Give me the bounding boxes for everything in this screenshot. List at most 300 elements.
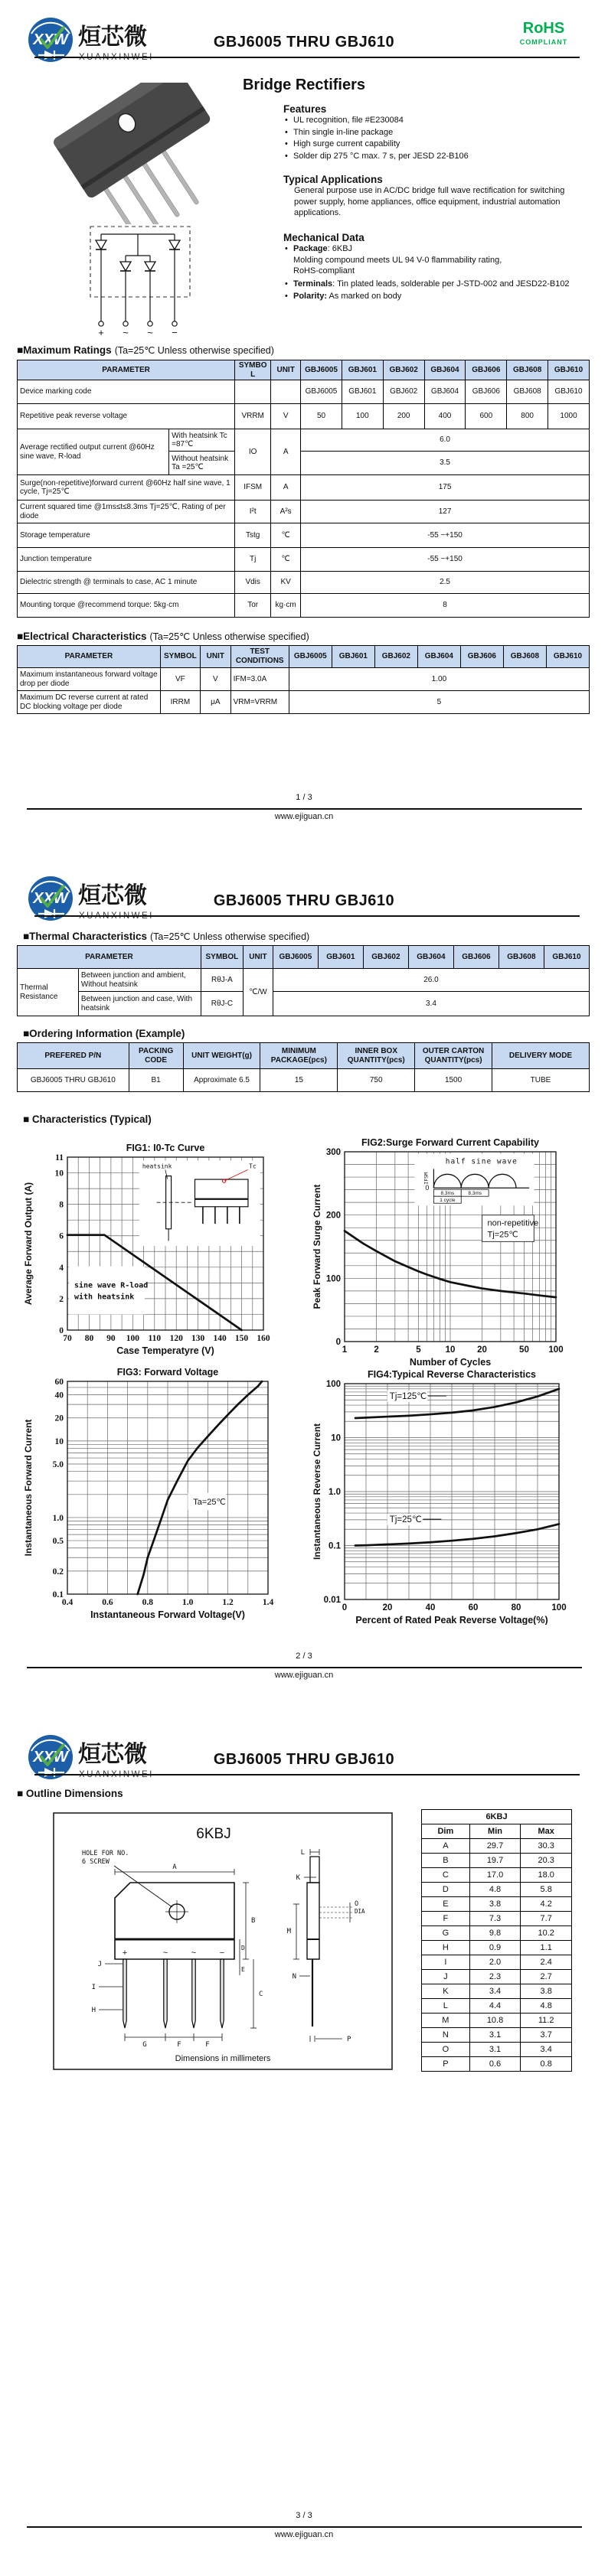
x-tick-label: 70 bbox=[63, 1334, 72, 1343]
inset-heatsink-label: heatsink bbox=[142, 1162, 172, 1170]
dims-table bbox=[421, 1809, 572, 2072]
product-photo bbox=[28, 83, 273, 224]
y-axis-label: Instantaneous Forward Current bbox=[23, 1419, 34, 1557]
table-cell: 3.8 bbox=[521, 1984, 572, 1999]
table-cell: 1.1 bbox=[521, 1941, 572, 1955]
chart-annotation: Ta=25℃ bbox=[193, 1497, 226, 1507]
bullet-icon: • bbox=[285, 139, 288, 148]
table-cell: Junction temperature bbox=[18, 548, 235, 572]
table-cell: Tj bbox=[235, 548, 271, 572]
fig1 bbox=[21, 1137, 301, 1371]
features-heading: Features bbox=[283, 103, 327, 115]
header-rule bbox=[34, 57, 580, 58]
column-header: OUTER CARTON QUANTITY(pcs) bbox=[415, 1043, 492, 1069]
table-cell: A bbox=[271, 475, 301, 501]
elec-table bbox=[17, 645, 590, 714]
feature-item bbox=[283, 151, 597, 163]
table-cell: 3.4 bbox=[521, 2043, 572, 2057]
x-tick-label: 1.4 bbox=[262, 1598, 274, 1607]
mechanical-item bbox=[283, 291, 597, 302]
dim-letter: C bbox=[259, 1991, 263, 1998]
polarity-mark: − bbox=[219, 1948, 225, 1958]
column-header: Max bbox=[521, 1824, 572, 1839]
y-tick-label: 10 bbox=[331, 1433, 341, 1443]
column-header: GBJ601 bbox=[342, 360, 383, 380]
table-cell: 19.7 bbox=[469, 1854, 521, 1868]
x-tick-label: 20 bbox=[382, 1603, 393, 1612]
product-heading: Bridge Rectifiers bbox=[242, 77, 366, 93]
y-tick-label: 0.2 bbox=[52, 1567, 64, 1577]
y-tick-label: 0.1 bbox=[52, 1590, 64, 1599]
chart-annotation: sine wave R-load bbox=[74, 1281, 149, 1290]
rohs-badge bbox=[502, 20, 586, 46]
y-axis-label: Instantaneous Reverse Current bbox=[312, 1423, 322, 1560]
y-tick-label: 100 bbox=[325, 1380, 341, 1389]
table-cell: 10.2 bbox=[521, 1926, 572, 1941]
max-ratings-table-el bbox=[17, 360, 590, 618]
table-cell: VF bbox=[160, 668, 200, 691]
table-cell: V bbox=[271, 404, 301, 429]
y-tick-label: 2 bbox=[59, 1294, 64, 1304]
table-cell: GBJ6005 THRU GBJ610 bbox=[18, 1069, 129, 1092]
mechanical-section bbox=[283, 232, 597, 304]
x-tick-label: 1.0 bbox=[182, 1598, 194, 1607]
table-cell: 175 bbox=[301, 475, 590, 501]
column-header: UNIT bbox=[271, 360, 301, 380]
website-link: www.ejiguan.cn bbox=[274, 1671, 334, 1680]
table-cell: GBJ608 bbox=[507, 380, 548, 404]
column-header: SYMBOL bbox=[160, 646, 200, 668]
heading-text: ■Maximum Ratings bbox=[17, 344, 112, 356]
header-rule bbox=[34, 915, 580, 917]
table-cell: kg·cm bbox=[271, 594, 301, 618]
polarity-mark: ~ bbox=[191, 1948, 197, 1958]
table-cell: IFSM bbox=[235, 475, 271, 501]
hole-note: HOLE FOR NO. bbox=[82, 1850, 129, 1857]
table-cell: RθJ-C bbox=[201, 992, 243, 1016]
y-tick-label: 10 bbox=[54, 1169, 64, 1179]
table-cell: 10.8 bbox=[469, 2014, 521, 2028]
header-rule bbox=[34, 1774, 580, 1775]
table-cell: B bbox=[422, 1854, 470, 1868]
dim-letter: D bbox=[241, 1945, 245, 1952]
table-cell: Approximate 6.5 bbox=[183, 1069, 260, 1092]
dim-letter: G bbox=[142, 2041, 147, 2049]
polarity-mark: + bbox=[122, 1948, 128, 1958]
hole-note: 6 SCREW bbox=[82, 1858, 110, 1866]
chart-annotation: Tj=25℃ bbox=[487, 1230, 518, 1240]
bullet-icon: • bbox=[285, 116, 288, 125]
table-cell: GBJ604 bbox=[424, 380, 466, 404]
table-cell: 3.1 bbox=[469, 2043, 521, 2057]
table-cell: Storage temperature bbox=[18, 523, 235, 548]
footer-rule bbox=[27, 808, 582, 810]
table-cell: 2.0 bbox=[469, 1955, 521, 1970]
x-tick-label: 100 bbox=[548, 1345, 564, 1355]
fig2 bbox=[310, 1137, 574, 1371]
bullet-icon: • bbox=[285, 244, 288, 253]
ordering-heading bbox=[23, 1028, 185, 1039]
column-header: GBJ606 bbox=[453, 946, 498, 969]
column-header: GBJ602 bbox=[363, 946, 408, 969]
chart-title: FIG2:Surge Forward Current Capability bbox=[361, 1137, 539, 1148]
column-header: Dim bbox=[422, 1824, 470, 1839]
characteristics-heading bbox=[23, 1114, 152, 1125]
x-tick-label: 100 bbox=[126, 1334, 139, 1343]
table-cell: 0.8 bbox=[521, 2057, 572, 2072]
inset-yaxis-label: IFSM bbox=[423, 1172, 430, 1185]
x-tick-label: 50 bbox=[519, 1345, 529, 1355]
brand-name-cn: 烜芯微 bbox=[78, 1742, 147, 1767]
table-cell: 800 bbox=[507, 404, 548, 429]
mechanical-item bbox=[283, 279, 597, 290]
fig4 bbox=[310, 1368, 574, 1625]
rohs-compliant-label: COMPLIANT bbox=[519, 38, 568, 46]
dim-letter: N bbox=[292, 1973, 296, 1981]
outline-caption: Dimensions in millimeters bbox=[175, 2054, 271, 2063]
dim-letter: I bbox=[91, 1984, 96, 1991]
bullet-icon: • bbox=[285, 151, 288, 161]
table-cell: Tstg bbox=[235, 523, 271, 548]
mechanical-heading: Mechanical Data bbox=[283, 232, 364, 243]
inset-ms-label: 8.3ms bbox=[440, 1191, 455, 1197]
table-cell: Maximum instantaneous forward voltage drop per diode bbox=[18, 668, 161, 691]
table-cell: V bbox=[201, 668, 231, 691]
table-cell: Vdis bbox=[235, 572, 271, 594]
table-cell: GBJ6005 bbox=[301, 380, 342, 404]
table-cell: KV bbox=[271, 572, 301, 594]
max-ratings-table bbox=[17, 360, 590, 618]
y-tick-label: 40 bbox=[54, 1391, 64, 1400]
table-cell: 2.5 bbox=[301, 572, 590, 594]
table-cell: 100 bbox=[342, 404, 383, 429]
table-cell: 600 bbox=[466, 404, 507, 429]
mech-text: : 6KBJ bbox=[327, 244, 353, 253]
y-tick-label: 8 bbox=[59, 1200, 64, 1210]
heading-text: ■Thermal Characteristics bbox=[23, 931, 147, 942]
x-tick-label: 5 bbox=[416, 1345, 421, 1355]
table-cell: I²t bbox=[235, 501, 271, 523]
bullet-icon: • bbox=[285, 279, 288, 289]
x-tick-label: 90 bbox=[106, 1334, 116, 1343]
table-cell: Surge(non-repetitive)forward current @60Hz half sine wave, 1 cycle, Tj=25℃ bbox=[18, 475, 235, 501]
x-axis-label: Case Temperatyre (V) bbox=[116, 1345, 214, 1356]
mech-text: : Tin plated leads, solderable per J-STD-002 and JESD22-B102 bbox=[332, 279, 570, 289]
website-link: www.ejiguan.cn bbox=[274, 812, 334, 821]
outline-heading bbox=[17, 1788, 123, 1799]
terminal-label: ~ bbox=[123, 327, 129, 337]
brand-name-cn: 烜芯微 bbox=[78, 883, 147, 908]
dim-letter: O bbox=[355, 1900, 359, 1908]
table-cell: IO bbox=[235, 429, 271, 475]
table-cell: 1000 bbox=[548, 404, 590, 429]
table-cell: 3.5 bbox=[301, 452, 590, 475]
elec-heading bbox=[17, 631, 309, 642]
table-cell: 4.8 bbox=[521, 1999, 572, 2014]
fig3 bbox=[21, 1368, 301, 1625]
table-cell: 11.2 bbox=[521, 2014, 572, 2028]
x-tick-label: 110 bbox=[148, 1334, 162, 1343]
max-ratings-heading bbox=[17, 344, 274, 356]
column-header: SYMBOL bbox=[235, 360, 271, 380]
ordering-table-el bbox=[17, 1042, 590, 1092]
table-cell: IRRM bbox=[160, 691, 200, 714]
y-tick-label: 0 bbox=[59, 1326, 64, 1335]
x-tick-label: 20 bbox=[477, 1345, 487, 1355]
table-cell: E bbox=[422, 1897, 470, 1912]
table-cell: F bbox=[422, 1912, 470, 1926]
column-header: PARAMETER bbox=[18, 646, 161, 668]
table-cell: J bbox=[422, 1970, 470, 1984]
column-header: MINIMUM PACKAGE(pcs) bbox=[260, 1043, 338, 1069]
table-cell: 7.3 bbox=[469, 1912, 521, 1926]
table-cell: μA bbox=[201, 691, 231, 714]
table-cell: 8 bbox=[301, 594, 590, 618]
column-header: GBJ601 bbox=[318, 946, 363, 969]
rohs-label: RoHS bbox=[522, 20, 565, 37]
y-tick-label: 5.0 bbox=[52, 1459, 64, 1469]
bullet-icon: • bbox=[285, 127, 288, 137]
table-cell: 2.3 bbox=[469, 1970, 521, 1984]
table-cell: 18.0 bbox=[521, 1868, 572, 1883]
y-tick-label: 0.5 bbox=[52, 1537, 64, 1547]
table-cell: ℃/W bbox=[244, 969, 273, 1016]
feature-text: Solder dip 275 °C max. 7 s, per JESD 22-B106 bbox=[293, 151, 469, 161]
doc-title: GBJ6005 THRU GBJ610 bbox=[213, 34, 395, 51]
dims-table-el bbox=[421, 1809, 572, 2072]
y-tick-label: 100 bbox=[325, 1274, 341, 1284]
features-section bbox=[283, 103, 597, 162]
table-cell bbox=[235, 380, 271, 404]
column-header: GBJ6005 bbox=[289, 646, 332, 668]
mechanical-item bbox=[283, 243, 597, 277]
terminal-label: ~ bbox=[147, 327, 153, 337]
table-cell: Without heatsink Ta =25℃ bbox=[169, 452, 235, 475]
feature-item bbox=[283, 115, 597, 127]
table-cell: A²s bbox=[271, 501, 301, 523]
table-cell: Maximum DC reverse current at rated DC blocking voltage per diode bbox=[18, 691, 161, 714]
x-axis-label: Percent of Rated Peak Reverse Voltage(%) bbox=[355, 1615, 548, 1625]
mech-cont: Molding compound meets UL 94 V-0 flammability rating, RoHS-compliant bbox=[293, 255, 502, 276]
table-cell: 3.1 bbox=[469, 2028, 521, 2043]
table-cell: H bbox=[422, 1941, 470, 1955]
mech-label: Polarity: bbox=[293, 292, 328, 301]
dim-letter: P bbox=[347, 2036, 351, 2043]
y-tick-label: 0.1 bbox=[329, 1541, 341, 1551]
column-header: SYMBOL bbox=[201, 946, 243, 969]
table-cell: 3.7 bbox=[521, 2028, 572, 2043]
table-cell: -55 ~+150 bbox=[301, 548, 590, 572]
heading-text: ■Electrical Characteristics bbox=[17, 631, 147, 642]
logo-monogram: XXW bbox=[33, 890, 68, 907]
table-cell: Device marking code bbox=[18, 380, 235, 404]
table-cell: 20.3 bbox=[521, 1854, 572, 1868]
y-tick-label: 0 bbox=[335, 1338, 341, 1347]
table-cell: 9.8 bbox=[469, 1926, 521, 1941]
table-cell: 26.0 bbox=[273, 969, 589, 992]
series-label: Tj=125℃ bbox=[389, 1392, 427, 1402]
y-tick-label: 11 bbox=[55, 1153, 64, 1162]
x-tick-label: 2 bbox=[374, 1345, 379, 1355]
y-tick-label: 20 bbox=[54, 1414, 64, 1423]
dim-letter: B bbox=[251, 1917, 256, 1925]
x-axis-label: Instantaneous Forward Voltage(V) bbox=[90, 1609, 245, 1620]
y-axis-label: Peak Forward Surge Current bbox=[312, 1184, 322, 1309]
table-cell: Between junction and case, With heatsink bbox=[78, 992, 201, 1016]
inset-ms-label: 8.3ms bbox=[468, 1191, 482, 1197]
outline-drawing bbox=[53, 1812, 393, 2070]
column-header: Min bbox=[469, 1824, 521, 1839]
table-cell: 1.00 bbox=[289, 668, 589, 691]
x-tick-label: 40 bbox=[425, 1603, 436, 1612]
bullet-icon: • bbox=[285, 292, 288, 301]
table-cell: G bbox=[422, 1926, 470, 1941]
mech-label: Package bbox=[293, 244, 328, 253]
column-header: GBJ601 bbox=[332, 646, 374, 668]
table-cell: 4.4 bbox=[469, 1999, 521, 2014]
mech-text: As marked on body bbox=[327, 292, 402, 301]
mech-label: Terminals bbox=[293, 279, 333, 289]
x-tick-label: 130 bbox=[191, 1334, 205, 1343]
table-cell: B1 bbox=[129, 1069, 183, 1092]
x-tick-label: 10 bbox=[445, 1345, 456, 1355]
y-axis-label: Average Forward Output (A) bbox=[23, 1182, 34, 1306]
feature-item bbox=[283, 127, 597, 139]
table-cell: Repetitive peak reverse voltage bbox=[18, 404, 235, 429]
heading-text: ■Ordering Information (Example) bbox=[23, 1028, 185, 1039]
inset-cycle-label: 1 cycle bbox=[440, 1198, 456, 1204]
table-cell: Between junction and ambient, Without heatsink bbox=[78, 969, 201, 992]
column-header: GBJ608 bbox=[498, 946, 544, 969]
heading-note: (Ta=25℃ Unless otherwise specified) bbox=[114, 345, 274, 356]
x-tick-label: 160 bbox=[257, 1334, 270, 1343]
table-cell: ℃ bbox=[271, 548, 301, 572]
applications-body: General purpose use in AC/DC bridge full wave rectification for switching power supply, home appliances, office equipment, industrial automation applications. bbox=[294, 186, 565, 217]
column-header: DELIVERY MODE bbox=[492, 1043, 589, 1069]
chart-title: FIG3: Forward Voltage bbox=[116, 1368, 219, 1378]
column-header: PARAMETER bbox=[18, 360, 235, 380]
table-cell: 5.8 bbox=[521, 1883, 572, 1897]
feature-text: Thin single in-line package bbox=[293, 127, 394, 137]
table-cell: 6.0 bbox=[301, 429, 590, 452]
column-header: UNIT bbox=[201, 646, 231, 668]
column-header: GBJ606 bbox=[466, 360, 507, 380]
doc-title: GBJ6005 THRU GBJ610 bbox=[213, 1751, 395, 1768]
x-tick-label: 0 bbox=[342, 1603, 348, 1612]
x-tick-label: 1.2 bbox=[222, 1598, 234, 1607]
dim-letter: J bbox=[97, 1961, 102, 1968]
x-tick-label: 150 bbox=[234, 1334, 249, 1343]
thermal-table-el bbox=[17, 945, 590, 1016]
table-cell: IFM=3.0A bbox=[230, 668, 289, 691]
heading-text: ■ Outline Dimensions bbox=[17, 1788, 123, 1799]
table-cell: Mounting torque @recommend torque: 5kg·cm bbox=[18, 594, 235, 618]
x-tick-label: 0.6 bbox=[102, 1598, 113, 1607]
table-cell: GBJ606 bbox=[466, 380, 507, 404]
footer-rule bbox=[27, 1667, 582, 1668]
footer-rule bbox=[27, 2526, 582, 2528]
x-tick-label: 0.8 bbox=[142, 1598, 153, 1607]
column-header: GBJ606 bbox=[460, 646, 503, 668]
doc-title: GBJ6005 THRU GBJ610 bbox=[213, 892, 395, 909]
y-tick-label: 10 bbox=[54, 1436, 64, 1446]
column-header: PREFERED P/N bbox=[18, 1043, 129, 1069]
table-cell: I bbox=[422, 1955, 470, 1970]
table-cell: Tor bbox=[235, 594, 271, 618]
column-header: GBJ608 bbox=[503, 646, 546, 668]
page-number: 1 / 3 bbox=[296, 793, 312, 802]
column-header: GBJ610 bbox=[544, 946, 589, 969]
dim-letter: K bbox=[296, 1874, 300, 1882]
column-header: GBJ602 bbox=[374, 646, 417, 668]
table-cell: 3.4 bbox=[273, 992, 589, 1016]
x-tick-label: 120 bbox=[169, 1334, 183, 1343]
column-header: GBJ602 bbox=[383, 360, 424, 380]
x-tick-label: 0.4 bbox=[61, 1598, 74, 1607]
table-cell: A bbox=[271, 429, 301, 475]
table-cell: 5 bbox=[289, 691, 589, 714]
applications-heading: Typical Applications bbox=[283, 174, 383, 185]
table-cell: 7.7 bbox=[521, 1912, 572, 1926]
x-tick-label: 100 bbox=[551, 1603, 567, 1612]
terminal-label: − bbox=[172, 327, 178, 337]
table-cell: 2.7 bbox=[521, 1970, 572, 1984]
table-cell: 17.0 bbox=[469, 1868, 521, 1883]
column-header: GBJ610 bbox=[546, 646, 589, 668]
table-cell: 29.7 bbox=[469, 1839, 521, 1854]
page-number: 2 / 3 bbox=[296, 1652, 312, 1661]
column-header: GBJ608 bbox=[507, 360, 548, 380]
column-header: GBJ6005 bbox=[301, 360, 342, 380]
page-number: 3 / 3 bbox=[296, 2511, 312, 2520]
dim-letter: H bbox=[91, 2007, 96, 2014]
feature-text: UL recognition, file #E230084 bbox=[293, 116, 404, 125]
table-cell: ℃ bbox=[271, 523, 301, 548]
table-cell: 750 bbox=[338, 1069, 415, 1092]
dim-letter: M bbox=[286, 1928, 291, 1935]
dim-letter: A bbox=[172, 1864, 177, 1871]
table-cell: 3.4 bbox=[469, 1984, 521, 1999]
y-tick-label: 300 bbox=[325, 1148, 341, 1157]
table-cell: 127 bbox=[301, 501, 590, 523]
website-link: www.ejiguan.cn bbox=[274, 2530, 334, 2539]
table-cell: 1500 bbox=[415, 1069, 492, 1092]
table-cell: TUBE bbox=[492, 1069, 589, 1092]
feature-text: High surge current capability bbox=[293, 139, 400, 148]
chart-title: FIG4:Typical Reverse Characteristics bbox=[367, 1369, 537, 1380]
y-tick-label: 0.01 bbox=[323, 1596, 341, 1605]
table-cell: GBJ602 bbox=[383, 380, 424, 404]
thermal-table bbox=[17, 945, 590, 1016]
table-cell: 0.9 bbox=[469, 1941, 521, 1955]
table-cell: 4.2 bbox=[521, 1897, 572, 1912]
column-header: 6KBJ bbox=[422, 1810, 572, 1824]
table-cell: P bbox=[422, 2057, 470, 2072]
terminal-label: + bbox=[98, 327, 104, 337]
table-cell: N bbox=[422, 2028, 470, 2043]
table-cell: 15 bbox=[260, 1069, 338, 1092]
dim-letter: F bbox=[205, 2041, 210, 2049]
table-cell: O bbox=[422, 2043, 470, 2057]
column-header: INNER BOX QUANTITY(pcs) bbox=[338, 1043, 415, 1069]
table-cell: 50 bbox=[301, 404, 342, 429]
inset-title: half sine wave bbox=[445, 1157, 518, 1166]
table-cell: A bbox=[422, 1839, 470, 1854]
inset-tc-label: Tc bbox=[249, 1162, 257, 1170]
bridge-schematic bbox=[84, 222, 199, 337]
table-cell: VRM=VRRM bbox=[230, 691, 289, 714]
table-cell: GBJ601 bbox=[342, 380, 383, 404]
